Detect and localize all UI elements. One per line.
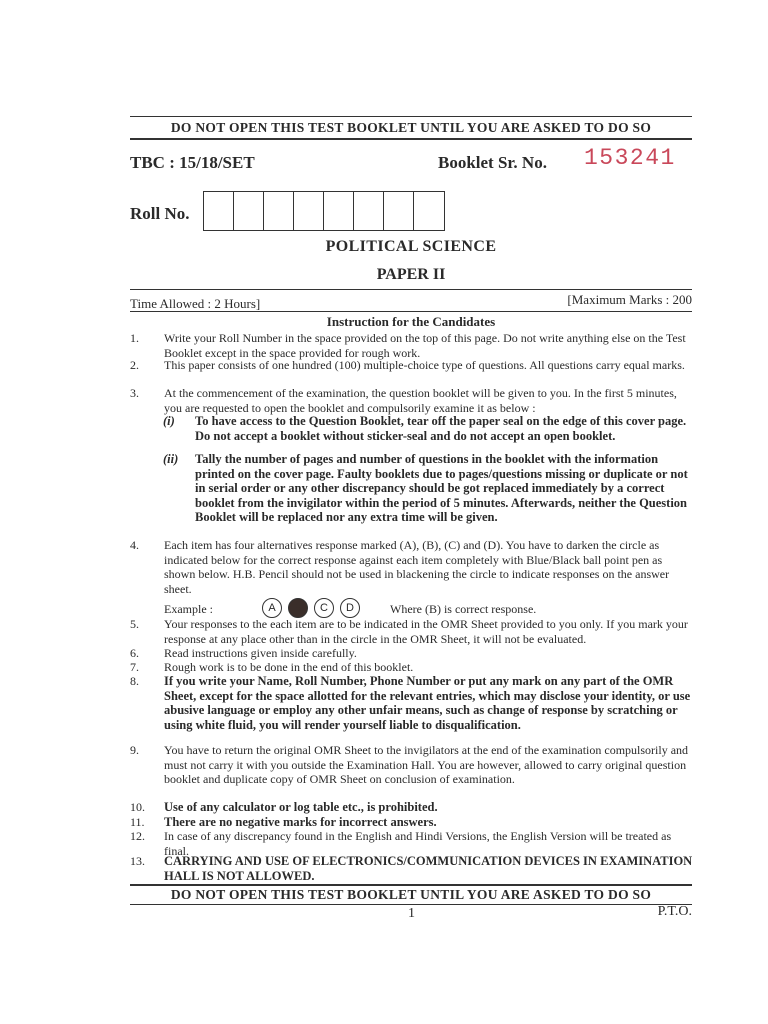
info-rule xyxy=(130,289,692,290)
item-number: 8. xyxy=(130,674,139,688)
item-text: CARRYING AND USE OF ELECTRONICS/COMMUNICATION DEVICES IN EXAMINATION HALL IS NOT ALLOWED. xyxy=(164,854,693,883)
subitem-text: To have access to the Question Booklet, tear off the paper seal on the edge of this cover page. Do not accept a booklet without sticker-seal and do not accept an open booklet. xyxy=(195,414,687,443)
top-banner-rule xyxy=(130,138,692,140)
subitem-text: Tally the number of pages and number of questions in the booklet with the information printed on the cover page. Faulty booklets due to pages/questions missing or duplicate or not in serial order or any other discrepancy should be got replaced immediately by a correct booklet from the invigilator within the period of 5 minutes. Afterwards, neither the Question Booklet will be replaced nor any extra time will be given. xyxy=(195,452,688,524)
booklet-serial-label: Booklet Sr. No. xyxy=(438,153,547,172)
booklet-serial-number: 153241 xyxy=(584,145,676,171)
instructions-heading: Instruction for the Candidates xyxy=(326,314,496,329)
item-number: 2. xyxy=(130,358,139,372)
time-allowed: Time Allowed : 2 Hours] xyxy=(130,296,261,311)
item-text: Write your Roll Number in the space provided on the top of this page. Do not write anything else on the Test Booklet except in the space provided for rough work. xyxy=(164,331,686,360)
item-text: If you write your Name, Roll Number, Phone Number or put any mark on any part of the OMR Sheet, except for the space allotted for the relevant entries, which may disclose your identity, or use abusive language or employ any other unfair means, such as change of response by scratching or using white fluid, you will render yourself liable to disqualification. xyxy=(164,674,691,732)
item-number: 9. xyxy=(130,743,139,757)
roll-digit-box[interactable] xyxy=(264,192,294,230)
roll-digit-box[interactable] xyxy=(204,192,234,230)
item-text: Use of any calculator or log table etc., is prohibited. xyxy=(164,800,438,814)
bottom-rule xyxy=(130,904,692,905)
option-bubble-a: A xyxy=(262,598,282,618)
roll-digit-box[interactable] xyxy=(294,192,324,230)
item-text: In case of any discrepancy found in the English and Hindi Versions, the English Version will be treated as final. xyxy=(164,829,672,858)
item-number: 6. xyxy=(130,646,139,660)
roll-number-label: Roll No. xyxy=(130,204,190,223)
top-rule xyxy=(130,116,692,117)
roll-digit-box[interactable] xyxy=(384,192,414,230)
item-number: 4. xyxy=(130,538,139,552)
item-text: At the commencement of the examination, the question booklet will be given to you. In the first 5 minutes, you are requested to open the booklet and compulsorily examine it as below : xyxy=(164,386,677,415)
item-text: Each item has four alternatives response marked (A), (B), (C) and (D). You have to darken the circle as indicated below for the correct response against each item completely with Blue/Black ball point pen as shown below. H.B. Pencil should not be used in blackening the circle to indicate responses on the answer sheet. xyxy=(164,538,670,596)
item-text: You have to return the original OMR Sheet to the invigilators at the end of the examination compulsorily and must not carry it with you outside the Examination Hall. You are however, allowed to carry original question booklet and duplicate copy of OMR Sheet on conclusion of examination. xyxy=(164,743,689,786)
item-number: 7. xyxy=(130,660,139,674)
maximum-marks: [Maximum Marks : 200 xyxy=(567,292,692,307)
top-banner: DO NOT OPEN THIS TEST BOOKLET UNTIL YOU ARE ASKED TO DO SO xyxy=(170,120,652,135)
item-text: There are no negative marks for incorrect answers. xyxy=(164,815,437,829)
page-number: 1 xyxy=(408,906,415,921)
item-number: 1. xyxy=(130,331,139,345)
bottom-banner-rule xyxy=(130,884,692,886)
item-text: Read instructions given inside carefully. xyxy=(164,646,357,660)
item-number: 13. xyxy=(130,854,145,868)
item-number: 3. xyxy=(130,386,139,400)
roll-number-boxes[interactable] xyxy=(203,191,445,231)
roll-digit-box[interactable] xyxy=(354,192,384,230)
option-bubble-b-filled: B xyxy=(288,598,308,618)
option-bubble-c: C xyxy=(314,598,334,618)
pto-label: P.T.O. xyxy=(657,904,692,919)
bottom-banner: DO NOT OPEN THIS TEST BOOKLET UNTIL YOU ARE ASKED TO DO SO xyxy=(170,887,652,902)
instructions-rule xyxy=(130,311,692,312)
subject-title: POLITICAL SCIENCE xyxy=(325,238,497,255)
item-number: 5. xyxy=(130,617,139,631)
example-label: Example : xyxy=(164,602,213,616)
item-text: This paper consists of one hundred (100) multiple-choice type of questions. All questions carry equal marks. xyxy=(164,358,685,372)
subitem-number: (ii) xyxy=(163,452,179,466)
roll-digit-box[interactable] xyxy=(234,192,264,230)
paper-title: PAPER II xyxy=(376,266,446,283)
item-text: Your responses to the each item are to be indicated in the OMR Sheet provided to you only. If you mark your response at any place other than in the circle in the OMR Sheet, it will not be evaluated. xyxy=(164,617,688,646)
item-number: 12. xyxy=(130,829,145,843)
item-number: 11. xyxy=(130,815,145,829)
tbc-code: TBC : 15/18/SET xyxy=(130,153,255,172)
example-note: Where (B) is correct response. xyxy=(390,602,537,616)
subitem-number: (i) xyxy=(163,414,175,428)
item-text: Rough work is to be done in the end of this booklet. xyxy=(164,660,414,674)
item-number: 10. xyxy=(130,800,145,814)
option-bubble-d: D xyxy=(340,598,360,618)
roll-digit-box[interactable] xyxy=(414,192,444,230)
roll-digit-box[interactable] xyxy=(324,192,354,230)
